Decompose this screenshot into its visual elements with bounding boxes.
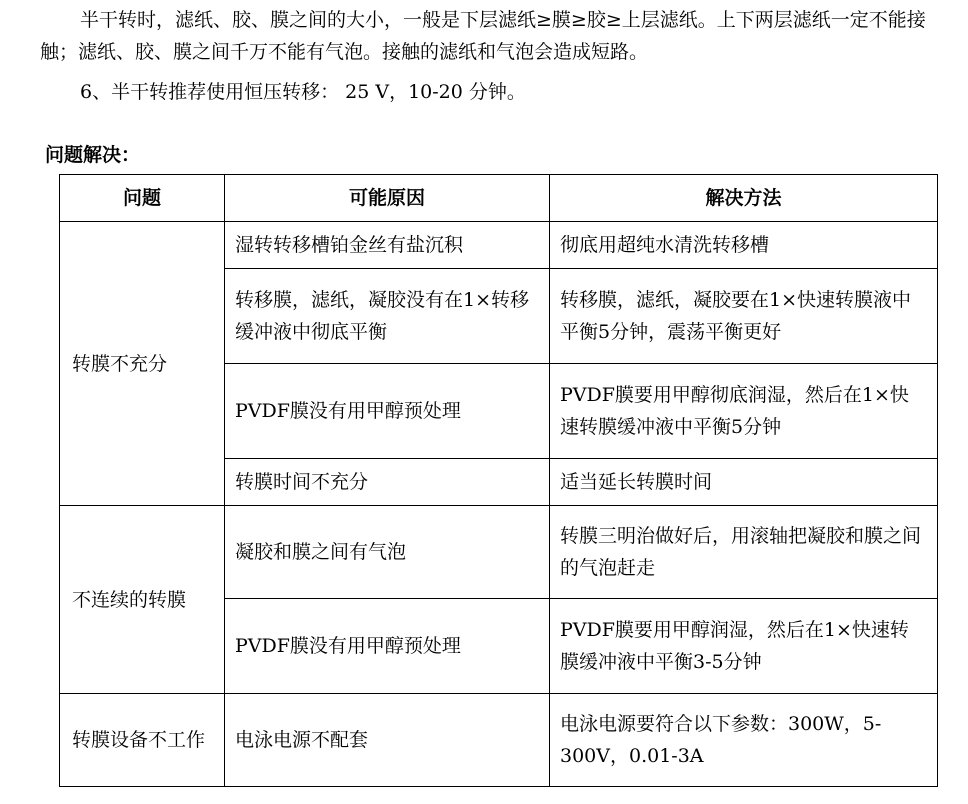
- solution-cell: PVDF膜要用甲醇彻底润湿，然后在1×快速转膜缓冲液中平衡5分钟: [550, 364, 938, 459]
- solution-cell: 转移膜，滤纸，凝胶要在1×快速转膜液中平衡5分钟，震荡平衡更好: [550, 269, 938, 364]
- problem-cell: 转膜设备不工作: [60, 694, 225, 787]
- solution-cell: 彻底用超纯水清洗转移槽: [550, 222, 938, 269]
- cause-cell: 转膜时间不充分: [225, 459, 550, 506]
- header-problem: 问题: [60, 175, 225, 222]
- troubleshooting-table: [59, 174, 938, 787]
- table-row: [60, 506, 938, 599]
- header-cause: 可能原因: [225, 175, 550, 222]
- paragraph-semi-dry-transfer: 半干转时，滤纸、胶、膜之间的大小，一般是下层滤纸≥膜≥胶≥上层滤纸。上下两层滤纸一定不能接触；滤纸、胶、膜之间千万不能有气泡。接触的滤纸和气泡会造成短路。: [40, 9, 926, 63]
- problem-cell: 不连续的转膜: [60, 506, 225, 694]
- solution-cell: PVDF膜要用甲醇润湿，然后在1×快速转膜缓冲液中平衡3-5分钟: [550, 599, 938, 694]
- solution-cell: 适当延长转膜时间: [550, 459, 938, 506]
- solution-cell: 转膜三明治做好后，用滚轴把凝胶和膜之间的气泡赶走: [550, 506, 938, 599]
- problem-cell: 转膜不充分: [60, 222, 225, 506]
- cause-cell: 湿转转移槽铂金丝有盐沉积: [225, 222, 550, 269]
- cause-cell: 凝胶和膜之间有气泡: [225, 506, 550, 599]
- cause-cell: PVDF膜没有用甲醇预处理: [225, 599, 550, 694]
- table-row: [60, 694, 938, 787]
- cause-cell: 转移膜，滤纸，凝胶没有在1×转移缓冲液中彻底平衡: [225, 269, 550, 364]
- paragraph-transfer-recommendation: 6、半干转推荐使用恒压转移： 25 V，10-20 分钟。: [80, 81, 526, 103]
- header-solution: 解决方法: [550, 175, 938, 222]
- table-row: [60, 222, 938, 269]
- cause-cell: PVDF膜没有用甲醇预处理: [225, 364, 550, 459]
- section-heading: 问题解决：: [45, 144, 141, 166]
- cause-cell: 电泳电源不配套: [225, 694, 550, 787]
- solution-cell: 电泳电源要符合以下参数：300W，5-300V，0.01-3A: [550, 694, 938, 787]
- table-header-row: [60, 175, 938, 222]
